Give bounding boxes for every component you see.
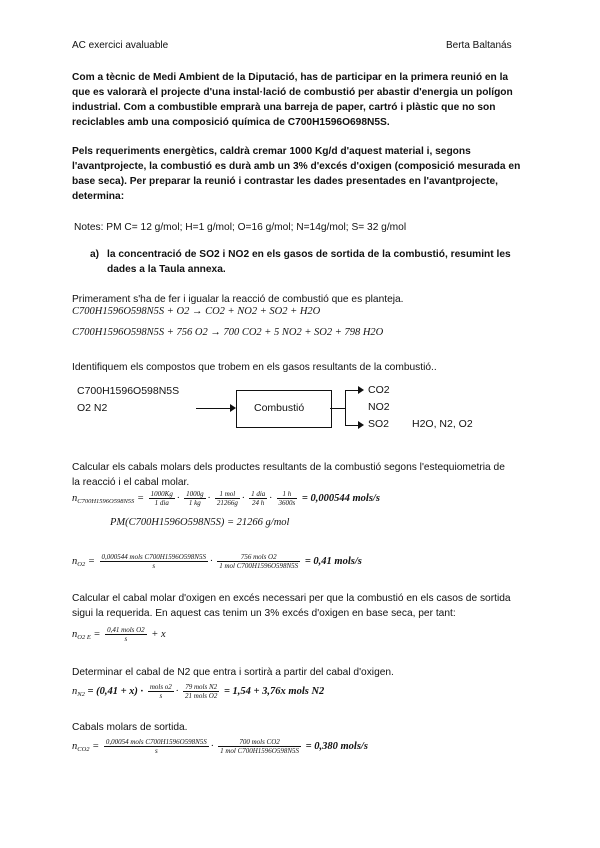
text-molar-flows: Calcular els cabals molars dels productes resultants de la combustió segons l'estequiometria de la reacció i el cabal molar.	[72, 462, 505, 488]
diagram-input-fuel: C700H1596O598N5S	[77, 385, 180, 397]
frac-5: $\frac{1 h}{3600s}$	[278, 490, 296, 507]
diagram-line-out	[330, 408, 346, 409]
eq-o2-flow: $n_{O2}$ = $\frac{\text{0,000544 mols C700H1596O598N5S}}{s}$ · $\frac{\text{756 mols O2}}{\text{1 mol C700H1596O598N5S}}$ = 0,41 mols/s	[72, 553, 362, 570]
frac-4: $\frac{\text{1 dia}}{24 h}$	[251, 490, 266, 507]
frac-o2-1: $\frac{\text{0,000544 mols C700H1596O598N5S}}{s}$	[101, 553, 206, 570]
frac-co2-2: $\frac{\text{700 mols CO2}}{\text{1 mol C700H1596O598N5S}}$	[220, 738, 300, 755]
eq-molar-mass: PM(C700H1596O598N5S) = 21266 g/mol	[110, 517, 290, 528]
diagram-arrowhead-out-2	[358, 421, 364, 429]
eq-fuel-result: = 0,000544 mols/s	[301, 492, 380, 504]
diagram-output-no2: NO2	[368, 401, 390, 413]
text-identify: Identifiquem els compostos que trobem en els gasos resultants de la combustió..	[72, 362, 437, 373]
diagram-output-so2: SO2	[368, 418, 390, 430]
eq-fuel-molar-flow: $n_{C700H1596O598N5S}$ = $\frac{1000Kg}{\text{1 dia}}$ · $\frac{1000g}{1 kg}$ · $\frac{\text{1 mol}}{21266g}$ · $\frac{\text{1 dia}}{24 h}$ · $\frac{1 h}{3600s}$ = 0,000544 mols/s	[72, 490, 380, 507]
diagram-output-other: H2O, N2, O2	[412, 418, 473, 430]
frac-2: $\frac{1000g}{1 kg}$	[186, 490, 204, 507]
frac-o2-2: $\frac{\text{756 mols O2}}{\text{1 mol C700H1596O598N5S}}$	[219, 553, 299, 570]
frac-o2e: $\frac{\text{0,41 mols O2}}{s}$	[107, 626, 145, 643]
diagram-arrow-in	[196, 408, 234, 409]
eq-n2-flow: $n_{N2} = (0,41 + x)$ · $\frac{\text{mols o2}}{s}$ · $\frac{\text{79 mols N2}}{\text{21 mols O2}}$ = 1,54 + 3,76x mols N2	[72, 683, 325, 700]
frac-3: $\frac{\text{1 mol}}{21266g}$	[216, 490, 238, 507]
item-a-text: la concentració de SO2 i NO2 en els gasos de sortida de la combustió, resumint les dades a la Taula annexa.	[107, 249, 511, 275]
item-a-marker: a)	[90, 249, 100, 260]
header-left: AC exercici avaluable	[72, 40, 169, 51]
notes: Notes: PM C= 12 g/mol; H=1 g/mol; O=16 g/mol; N=14g/mol; S= 32 g/mol	[74, 222, 407, 233]
diagram-bracket	[345, 390, 346, 426]
intro-paragraph-2: Pels requeriments energètics, caldrà cremar 1000 Kg/d d'aquest material i, segons l'avantprojecte, la combustió es durà amb un 3% d'excés d'oxigen (composició mesurada en base seca). Per preparar la reunió i contrastar les dades presentades en l'avantprojecte, determina:	[72, 146, 521, 202]
diagram-output-co2: CO2	[368, 384, 390, 396]
frac-n2-2: $\frac{\text{79 mols N2}}{\text{21 mols O2}}$	[185, 683, 218, 700]
header-right: Berta Baltanás	[446, 40, 512, 51]
text-output-flows: Cabals molars de sortida.	[72, 722, 188, 733]
eq-n2-result: = 1,54 + 3,76x mols N2	[223, 685, 325, 697]
eq-fuel-n: n	[72, 492, 78, 504]
reaction-unbalanced: C700H1596O598N5S + O2 → CO2 + NO2 + SO2 + H2O	[72, 306, 321, 317]
text-o2-excess: Calcular el cabal molar d'oxigen en excés necessari per que la combustió en els casos de sortida sigui la requerida. En aquest cas tenim un 3% excés d'oxigen en base seca, per tant:	[72, 593, 511, 619]
frac-co2-1: $\frac{\text{0,00054 mols C700H1596O598N5S}}{s}$	[105, 738, 207, 755]
diagram-arrowhead-out-1	[358, 386, 364, 394]
intro-paragraph-1: Com a tècnic de Medi Ambient de la Diputació, has de participar en la primera reunió en la que es valorarà el projecte d'una instal·lació de combustió per abastir d'energia un polígon industrial. Com a combustible emprarà una barreja de paper, cartró i plàstic que no son reciclables amb una composició química de C700H1596O698N5S.	[72, 72, 513, 128]
diagram-input-air: O2 N2	[77, 402, 108, 414]
eq-co2-flow: $n_{CO2}$ = $\frac{\text{0,00054 mols C700H1596O598N5S}}{s}$ · $\frac{\text{700 mols CO2}}{\text{1 mol C700H1596O598N5S}}$ = 0,380 mols/s	[72, 738, 368, 755]
text-reaction-intro: Primerament s'ha de fer i igualar la reacció de combustió que es planteja.	[72, 294, 404, 305]
text-n2: Determinar el cabal de N2 que entra i sortirà a partir del cabal d'oxigen.	[72, 667, 394, 678]
frac-n2-1: $\frac{\text{mols o2}}{s}$	[149, 683, 172, 700]
diagram-process-label: Combustió	[254, 402, 305, 414]
eq-fuel-sub: C700H1596O598N5S	[77, 497, 135, 505]
reaction-balanced: C700H1596O598N5S + 756 O2 → 700 CO2 + 5 NO2 + SO2 + 798 H2O	[72, 327, 384, 338]
frac-1: $\frac{1000Kg}{\text{1 dia}}$	[150, 490, 173, 507]
eq-o2-excess: $n_{O2 E}$ = $\frac{\text{0,41 mols O2}}{s}$ + x	[72, 626, 166, 643]
eq-co2-result: = 0,380 mols/s	[305, 740, 368, 752]
eq-o2-result: = 0,41 mols/s	[304, 555, 362, 567]
